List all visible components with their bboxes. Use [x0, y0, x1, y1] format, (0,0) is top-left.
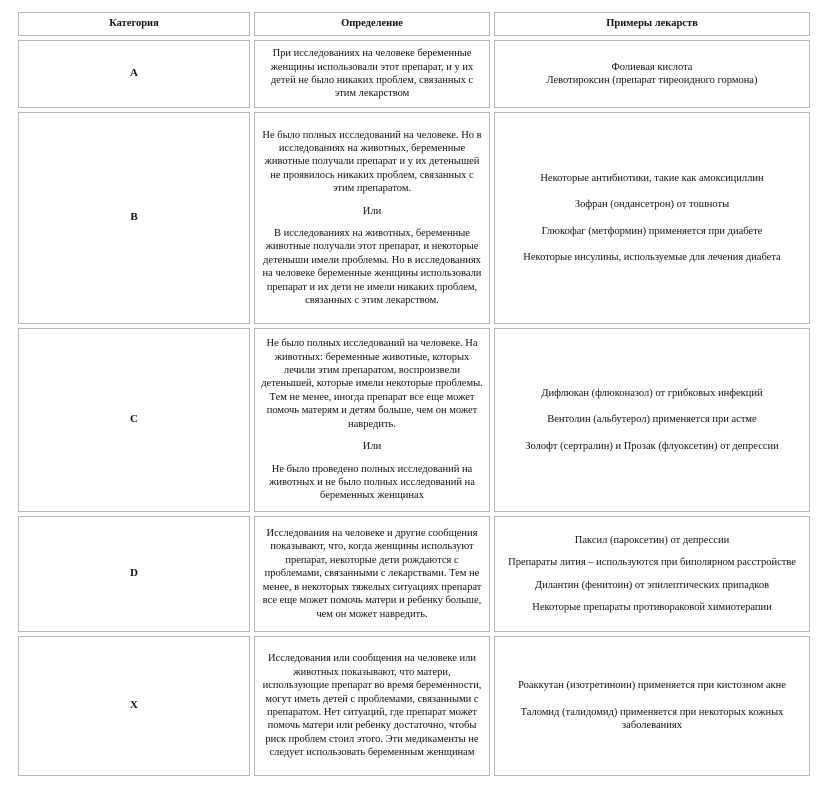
- definition-text: Не было полных исследований на человеке. Но в исследованиях на животных, беременные животные получали препарат и у их детенышей не проявилось никаких проблем, связанных с этим препаратом.: [262, 129, 482, 195]
- definition-text: Не было проведено полных исследований на животных и не было полных исследований на беременных женщинах: [269, 463, 475, 502]
- table-row-category-x: [18, 636, 810, 776]
- drug-example: Дилантин (фенитоин) от эпилептических припадков: [534, 579, 770, 591]
- table-header-row: [18, 12, 810, 36]
- drug-example: Дифлюкан (флюконазол) от грибковых инфекций: [541, 387, 763, 399]
- pregnancy-category-table: [14, 8, 814, 780]
- drug-example: Фолиевая кислота: [611, 61, 693, 73]
- examples-cell: [494, 112, 810, 324]
- drug-example: Таломид (талидомид) применяется при некоторых кожных заболеваниях: [520, 706, 784, 732]
- table-row-category-a: [18, 40, 810, 108]
- drug-example: Глюкофаг (метформин) применяется при диабете: [541, 225, 763, 237]
- category-cell: B: [18, 112, 250, 324]
- examples-cell: [494, 328, 810, 512]
- fda-pregnancy-categories-document: [14, 8, 814, 780]
- header-examples: Примеры лекарств: [494, 12, 810, 36]
- drug-example: Вентолин (альбутерол) применяется при астме: [547, 414, 757, 426]
- definition-text: Не было полных исследований на человеке. На животных: беременные животные, которых лечили этим препаратом, воспроизвели детенышей, которые имели некоторые проблемы. Тем не менее, иногда препарат все еще может помочь матерям и детям больше, чем он может навредить.: [261, 338, 483, 430]
- definition-text: Исследования на человеке и другие сообщения показывают, что, когда женщины используют препарат, некоторые дети рождаются с проблемами, связанными с лекарствами. Тем не менее, в некоторых тяжелых ситуациях препарат все еще может помочь матери и ребенку больше, чем он может навредить.: [262, 528, 482, 620]
- drug-example: Некоторые антибиотики, такие как амоксициллин: [540, 172, 764, 184]
- drug-example: Роаккутан (изотретиноин) применяется при кистозном акне: [518, 680, 786, 692]
- definition-cell: [254, 636, 490, 776]
- header-definition: Определение: [254, 12, 490, 36]
- category-cell: X: [18, 636, 250, 776]
- table-row-category-b: [18, 112, 810, 324]
- category-cell: A: [18, 40, 250, 108]
- header-category: Категория: [18, 12, 250, 36]
- definition-cell: [254, 328, 490, 512]
- definition-or: Или: [362, 441, 382, 453]
- definition-cell: [254, 40, 490, 108]
- examples-cell: [494, 516, 810, 632]
- drug-example: Паксил (пароксетин) от депрессии: [574, 534, 730, 546]
- definition-text: При исследованиях на человеке беременные женщины использовали этот препарат, и у их детей не было никаких проблем, связанных с этим лекарством: [270, 48, 474, 100]
- category-cell: C: [18, 328, 250, 512]
- definition-or: Или: [362, 205, 382, 217]
- examples-cell: [494, 636, 810, 776]
- drug-example: Зофран (ондансетрон) от тошноты: [574, 199, 730, 211]
- table-row-category-c: [18, 328, 810, 512]
- definition-cell: [254, 112, 490, 324]
- definition-text: Исследования или сообщения на человеке или животных показывают, что матери, использующие препарат во время беременности, могут иметь детей с проблемами, связанными с препаратом. Нет ситуаций, где препарат может помочь матери или ребенку достаточно, чтобы риск проблем стоил этого. Эти медикаменты не следует использовать беременным женщинам: [262, 653, 482, 759]
- drug-example: Некоторые препараты противораковой химиотерапии: [532, 601, 772, 613]
- drug-example: Левотироксин (препарат тиреоидного гормона): [546, 75, 758, 86]
- table-row-category-d: [18, 516, 810, 632]
- definition-cell: [254, 516, 490, 632]
- category-cell: D: [18, 516, 250, 632]
- drug-example: Некоторые инсулины, используемые для лечения диабета: [523, 251, 781, 263]
- definition-text: В исследованиях на животных, беременные животные получали этот препарат, и некоторые детеныши имели проблемы. Но в исследованиях на человеке беременные женщины использовали препарат и их дети не имели никаких проблем, связанных с этим лекарством.: [262, 228, 482, 307]
- drug-example: Препараты лития – используются при биполярном расстройстве: [508, 557, 796, 569]
- drug-example: Золофт (сертралин) и Прозак (флуоксетин) от депрессии: [525, 440, 779, 452]
- examples-cell: [494, 40, 810, 108]
